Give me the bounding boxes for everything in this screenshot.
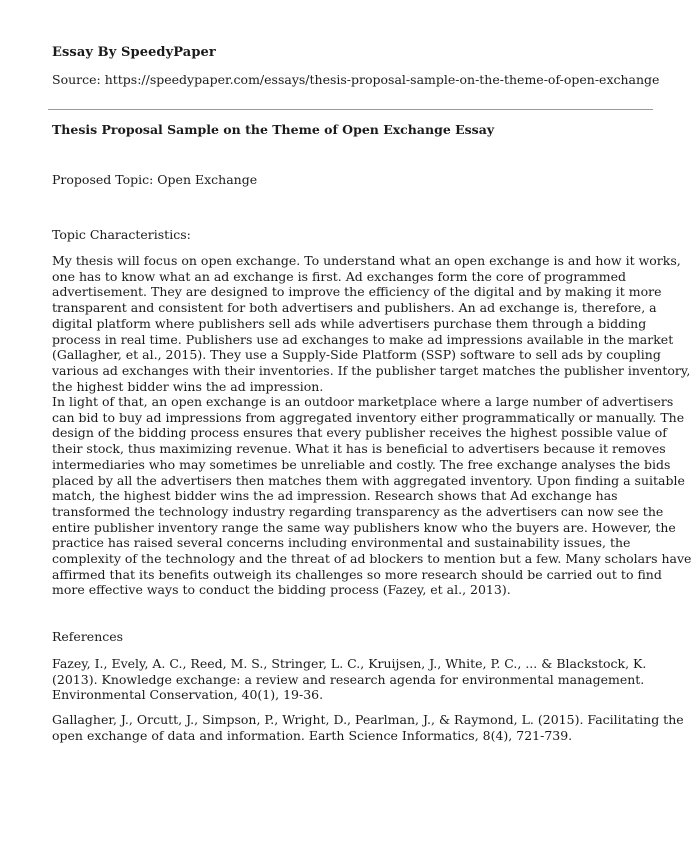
topic-characteristics-heading: Topic Characteristics: [52, 227, 191, 242]
paragraph-2-line: practice has raised several concerns including environmental and sustainability issues, the [52, 535, 631, 551]
reference-2-line: open exchange of data and information. Earth Science Informatics, 8(4), 721-739. [52, 727, 573, 743]
reference-2-line: Gallagher, J., Orcutt, J., Simpson, P., Wright, D., Pearlman, J., & Raymond, L. (2015). Facilitating the [52, 712, 684, 727]
proposed-topic: Proposed Topic: Open Exchange [52, 172, 258, 187]
paragraph-2-line: placed by all the advertisers then matches them with aggregated inventory. Upon finding a suitable [52, 472, 685, 488]
paragraph-1 [52, 253, 691, 394]
document-title: Thesis Proposal Sample on the Theme of Open Exchange Essay [52, 122, 495, 137]
reference-1 [52, 656, 652, 703]
paragraph-1-line: process in real time. Publishers use ad exchanges to make ad impressions available in the market [52, 331, 674, 347]
essay-brand-title: Essay By SpeedyPaper [52, 45, 216, 60]
paragraph-2 [52, 394, 692, 598]
paragraph-1-line: various ad exchanges with their inventories. If the publisher target matches the publisher inventory, [52, 362, 691, 378]
source-url: Source: https://speedypaper.com/essays/thesis-proposal-sample-on-the-theme-of-open-exchange [52, 72, 660, 87]
header-divider [48, 109, 653, 110]
paragraph-2-line: transformed the technology industry regarding transparency as the advertisers can now see the [52, 503, 664, 519]
reference-1-line: (2013). Knowledge exchange: a review and research agenda for environmental management. [52, 671, 645, 687]
reference-2 [52, 712, 684, 743]
paragraph-2-line: can bid to buy ad impressions from aggregated inventory either programmatically or manually. The [52, 409, 685, 425]
paragraph-1-line: transparent and consistent for both advertisers and publishers. An ad exchange is, therefore, a [52, 300, 657, 316]
reference-1-line: Fazey, I., Evely, A. C., Reed, M. S., Stringer, L. C., Kruijsen, J., White, P. C., ... & Blackstock, K. [52, 656, 647, 671]
paragraph-2-line: match, the highest bidder wins the ad impression. Research shows that Ad exchange has [52, 488, 618, 504]
paragraph-2-line: affirmed that its benefits outweigh its challenges so more research should be carried out to find [52, 566, 662, 582]
paragraph-1-line: the highest bidder wins the ad impression. [52, 378, 324, 394]
paragraph-2-line: more effective ways to conduct the bidding process (Fazey, et al., 2013). [52, 582, 511, 598]
references-heading: References [52, 629, 124, 644]
paragraph-1-line: digital platform where publishers sell ads while advertisers purchase them through a bidding [52, 315, 647, 331]
paragraph-2-line: their stock, thus maximizing revenue. What it has is beneficial to advertisers because it removes [52, 441, 666, 457]
paragraph-2-line: intermediaries who may sometimes be unreliable and costly. The free exchange analyses the bids [52, 456, 671, 472]
paragraph-1-line: (Gallagher, et al., 2015). They use a Supply-Side Platform (SSP) software to sell ads by coupling [52, 347, 661, 363]
paragraph-2-line: design of the bidding process ensures that every publisher receives the highest possible value of [52, 425, 667, 441]
paragraph-2-line: complexity of the technology and the threat of ad blockers to mention but a few. Many scholars have [52, 551, 692, 567]
paragraph-1-line: one has to know what an ad exchange is first. Ad exchanges form the core of programmed [52, 268, 626, 284]
paragraph-2-line: entire publisher inventory range the same way publishers know who the buyers are. However, the [52, 519, 676, 535]
paragraph-1-line: My thesis will focus on open exchange. To understand what an open exchange is and how it works, [52, 253, 681, 268]
paragraph-1-line: advertisement. They are designed to improve the efficiency of the digital and by making it more [52, 284, 662, 300]
reference-1-line: Environmental Conservation, 40(1), 19-36. [52, 687, 324, 703]
paragraph-2-line: In light of that, an open exchange is an outdoor marketplace where a large number of advertisers [52, 394, 674, 409]
